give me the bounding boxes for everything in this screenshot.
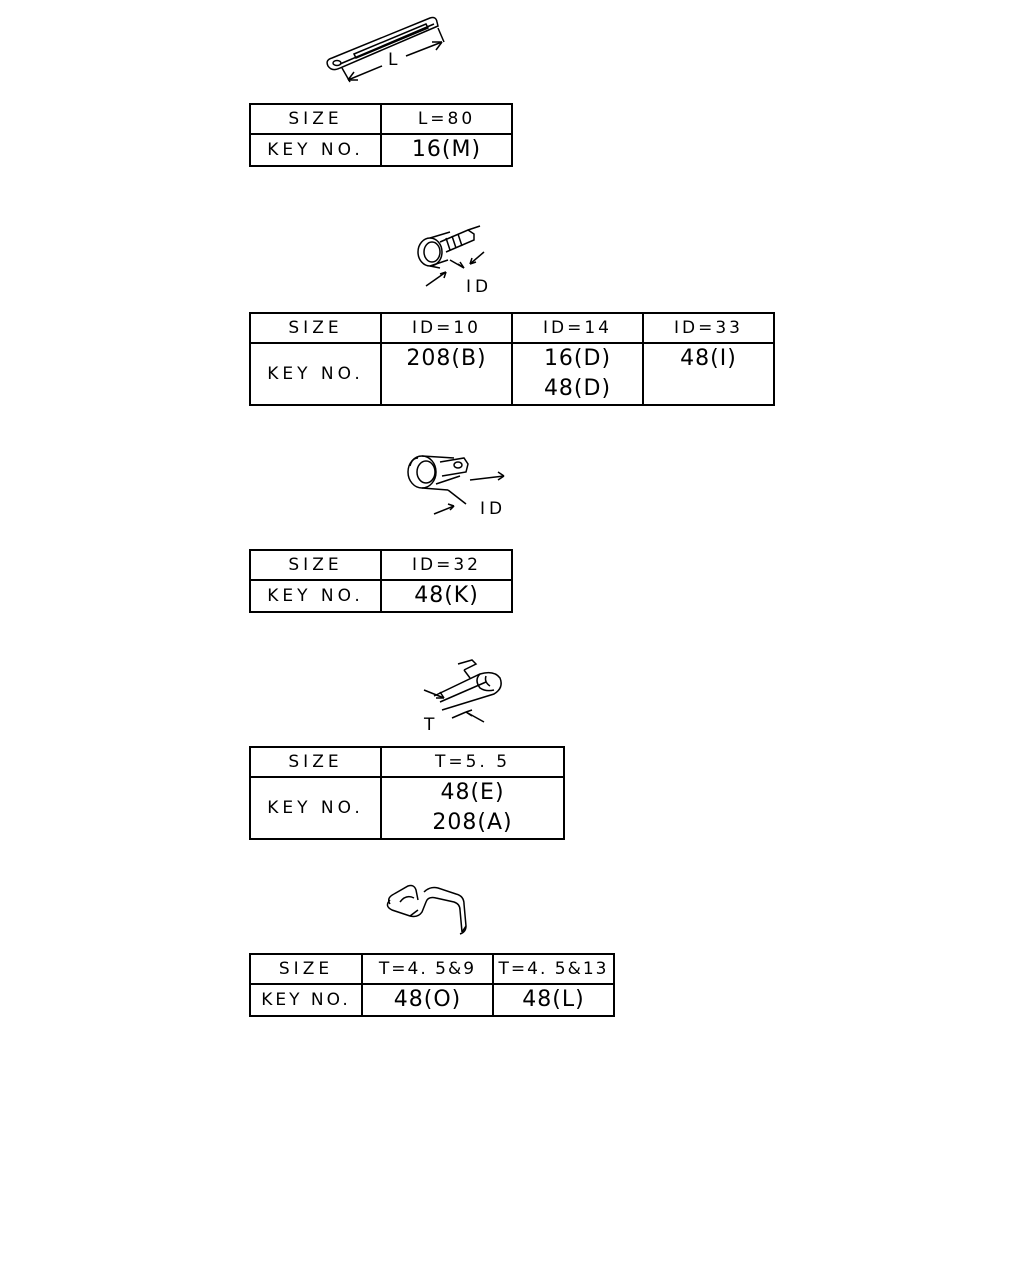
spec-table-spring-clip xyxy=(249,953,615,1017)
size-row xyxy=(250,550,512,580)
key-row xyxy=(250,777,564,839)
key-row xyxy=(250,984,614,1016)
key-no-value: 48(I) xyxy=(643,343,774,405)
size-label: SIZE xyxy=(250,747,381,777)
size-value: ID=14 xyxy=(512,313,643,343)
key-no-value: 48(L) xyxy=(493,984,614,1016)
key-row xyxy=(250,580,512,612)
spec-table-strap xyxy=(249,103,513,167)
size-value: ID=10 xyxy=(381,313,512,343)
size-value: L=80 xyxy=(381,104,512,134)
size-value: T=4. 5&9 xyxy=(362,954,493,984)
spec-table-loop-clamp xyxy=(249,549,513,613)
key-no-value: 48(O) xyxy=(362,984,493,1016)
key-row xyxy=(250,134,512,166)
dimension-label: ID xyxy=(466,277,493,297)
dimension-label: T xyxy=(424,715,435,735)
size-value: T=4. 5&13 xyxy=(493,954,614,984)
spec-table-flat-band xyxy=(249,746,565,840)
slotted-strap-clip-icon xyxy=(320,10,460,90)
key-no-label: KEY NO. xyxy=(250,134,381,166)
key-no-label: KEY NO. xyxy=(250,984,362,1016)
key-no-label: KEY NO. xyxy=(250,343,381,405)
size-row xyxy=(250,104,512,134)
key-row xyxy=(250,343,774,405)
size-label: SIZE xyxy=(250,313,381,343)
spec-table-hose-clamp xyxy=(249,312,775,406)
size-label: SIZE xyxy=(250,954,362,984)
size-row xyxy=(250,747,564,777)
size-label: SIZE xyxy=(250,104,381,134)
key-no-value: 48(K) xyxy=(381,580,512,612)
size-label: SIZE xyxy=(250,550,381,580)
key-no-label: KEY NO. xyxy=(250,777,381,839)
size-value: T=5. 5 xyxy=(381,747,564,777)
key-no-value: 16(M) xyxy=(381,134,512,166)
key-no-value: 208(B) xyxy=(381,343,512,405)
dimension-label: L xyxy=(388,50,398,70)
hose-clamp-icon xyxy=(410,222,520,302)
size-row xyxy=(250,313,774,343)
size-value: ID=33 xyxy=(643,313,774,343)
key-no-value: 48(E) 208(A) xyxy=(381,777,564,839)
spring-clip-icon xyxy=(380,880,480,942)
size-row xyxy=(250,954,614,984)
key-no-value: 16(D) 48(D) xyxy=(512,343,643,405)
key-no-label: KEY NO. xyxy=(250,580,381,612)
size-value: ID=32 xyxy=(381,550,512,580)
dimension-label: ID xyxy=(480,499,507,519)
loop-clamp-icon xyxy=(400,448,520,528)
flat-band-clip-icon xyxy=(414,656,524,736)
